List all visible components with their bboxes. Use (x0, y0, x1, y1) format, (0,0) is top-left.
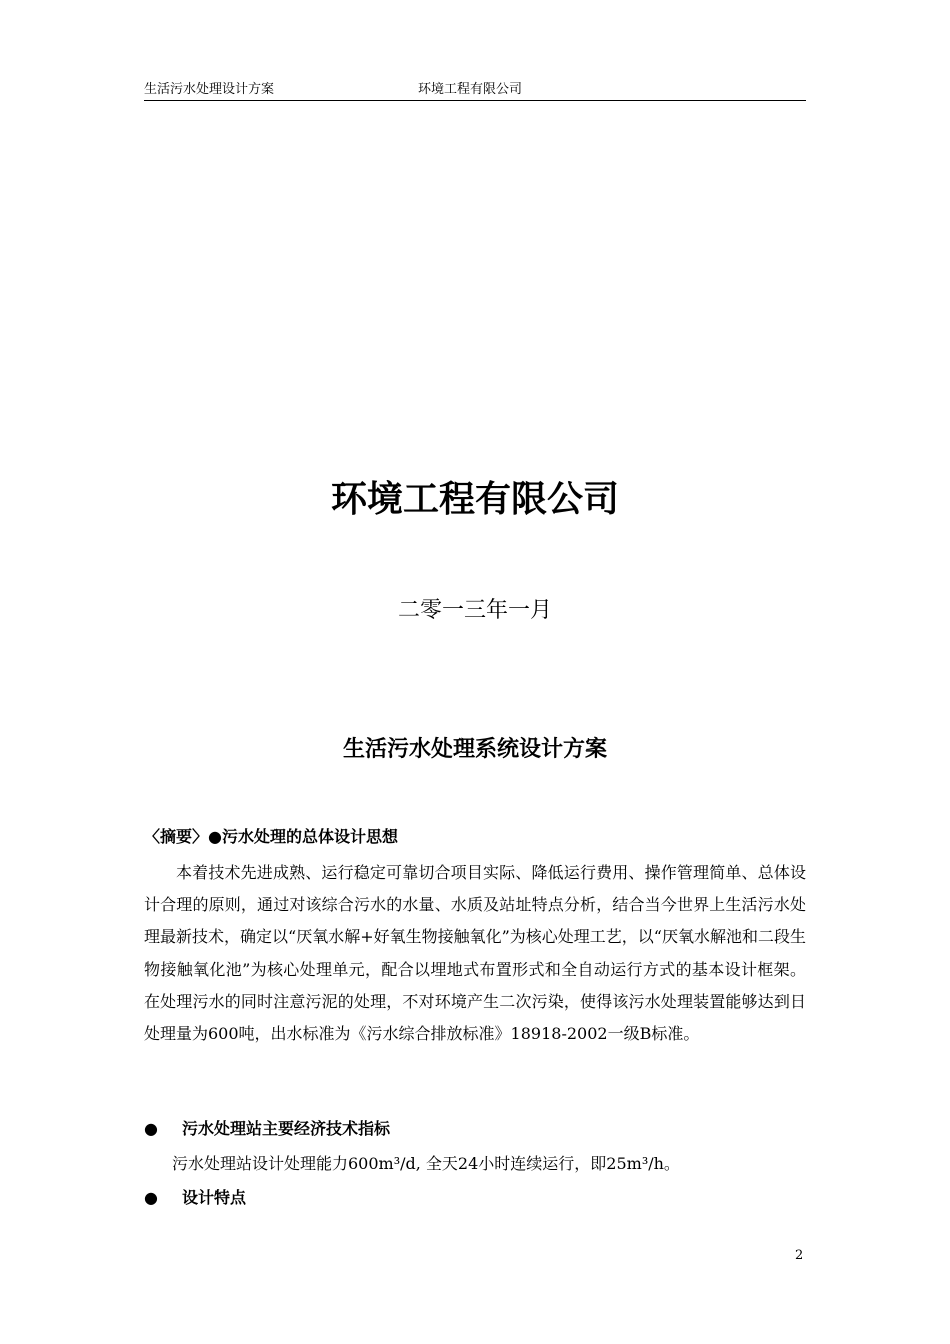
header-doc-title: 生活污水处理设计方案 (144, 82, 275, 97)
section-heading-features (144, 1186, 246, 1210)
page-header (144, 82, 806, 101)
cover-company-name: 环境工程有限公司 (330, 479, 619, 520)
section-heading-indicators (144, 1117, 390, 1141)
header-company: 环境工程有限公司 (418, 82, 523, 97)
section-heading-text: 设计特点 (182, 1188, 247, 1207)
abstract-heading: 〈摘要〉●污水处理的总体设计思想 (144, 827, 398, 846)
cover-date: 二零一三年一月 (397, 598, 552, 623)
capacity-text: 污水处理站设计处理能力600m³/d, 全天24小时连续运行，即25m³/h。 (172, 1154, 680, 1173)
abstract-paragraph: 本着技术先进成熟、运行稳定可靠切合项目实际、降低运行费用、操作管理简单、总体设计合理的原则，通过对该综合污水的水量、水质及站址特点分析，结合当今世界上生活污水处理最新技术，确定以“厌氧水解+好氧生物接触氧化”为核心处理工艺，以“厌氧水解池和二段生物接触氧化池”为核心处理单元，配合以埋地式布置形式和全自动运行方式的基本设计框架。在处理污水的同时注意污泥的处理，不对环境产生二次污染，使得该污水处理装置能够达到日处理量为600吨，出水标准为《污水综合排放标准》18918-2002一级B标准。 (144, 863, 806, 1044)
document-title: 生活污水处理系统设计方案 (342, 737, 607, 762)
page-number: 2 (795, 1248, 804, 1263)
bullet-icon: ● (144, 1188, 158, 1207)
bullet-icon: ● (144, 1119, 158, 1138)
section-heading-text: 污水处理站主要经济技术指标 (182, 1119, 391, 1138)
